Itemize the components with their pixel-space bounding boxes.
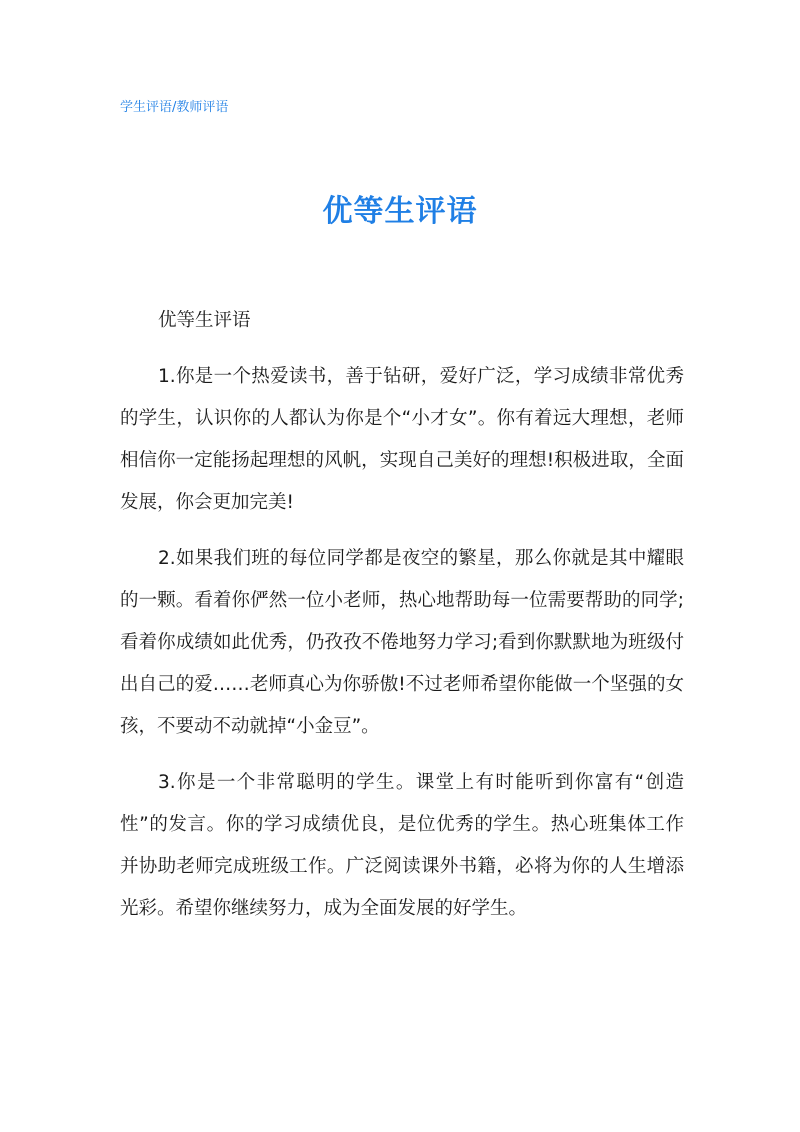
document-body bbox=[120, 300, 684, 944]
page-title: 优等生评语 bbox=[322, 194, 478, 229]
breadcrumb-link[interactable]: 学生评语/教师评语 bbox=[120, 100, 229, 115]
paragraph-3: 3.你是一个非常聪明的学生。课堂上有时能听到你富有“创造性”的发言。你的学习成绩优良，是位优秀的学生。热心班集体工作并协助老师完成班级工作。广泛阅读课外书籍，必将为你的人生增添光彩。希望你继续努力，成为全面发展的好学生。 bbox=[120, 772, 684, 919]
body-subheading: 优等生评语 bbox=[158, 310, 251, 331]
paragraph-2: 2.如果我们班的每位同学都是夜空的繁星，那么你就是其中耀眼的一颗。看着你俨然一位小老师，热心地帮助每一位需要帮助的同学;看着你成绩如此优秀，仍孜孜不倦地努力学习;看到你默默地为班级付出自己的爱……老师真心为你骄傲!不过老师希望你能做一个坚强的女孩，不要动不动就掉“小金豆”。 bbox=[120, 548, 684, 737]
paragraph-1: 1.你是一个热爱读书，善于钻研，爱好广泛，学习成绩非常优秀的学生，认识你的人都认为你是个“小才女”。你有着远大理想，老师相信你一定能扬起理想的风帆，实现自己美好的理想!积极进取，全面发展，你会更加完美! bbox=[120, 366, 684, 513]
